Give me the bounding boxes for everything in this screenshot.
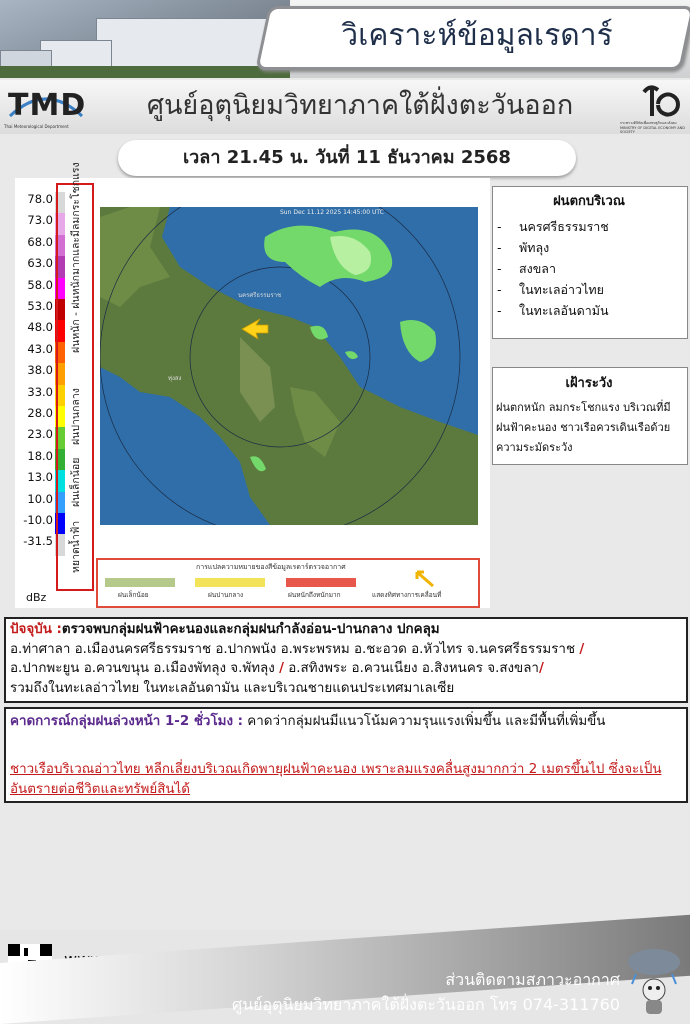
legend-value: 68.0 xyxy=(27,234,53,249)
legend-swatch-heavy xyxy=(286,578,356,587)
legend-value: 38.0 xyxy=(27,363,53,378)
separator-3: / xyxy=(538,661,544,676)
watch-text: ฝนตกหนัก ลมกระโชกแรง บริเวณที่มีฝนฟ้าคะนอง ชาวเรือควรเดินเรือด้วยความระมัดระวัง xyxy=(496,401,671,454)
band-heavy-label: ฝนหนัก - ฝนหนักมากและมีลมกระโชกแรง xyxy=(70,162,82,353)
current-headline: ตรวจพบกลุ่มฝนฟ้าคะนองและกลุ่มฝนกำลังอ่อน-ปานกลาง ปกคลุม xyxy=(61,622,440,637)
mascot-icon xyxy=(622,944,686,1020)
current-line3: รวมถึงในทะเลอ่าวไทย ในทะเลอันดามัน และบริเวณชายแดนประเทศมาเลเซีย xyxy=(10,680,455,696)
legend-label-heavy: ฝนหนักถึงหนักมาก xyxy=(288,591,341,599)
page-title: วิเคราะห์ข้อมูลเรดาร์ xyxy=(341,18,613,53)
current-line1: อ.ท่าศาลา อ.เมืองนครศรีธรรมราช อ.ปากพนัง อ.พระพรหม อ.ชะอวด อ.หัวไทร จ.นครศรีธรรมราช xyxy=(10,641,576,657)
footer-center-contact: ศูนย์อุตุนิยมวิทยาภาคใต้ฝั่งตะวันออก โทร 074-311760 xyxy=(232,995,620,1014)
rain-area-item: - ในทะเลอันดามัน xyxy=(497,303,609,318)
rain-area-item: - สงขลา xyxy=(497,261,556,276)
legend-value: 13.0 xyxy=(27,470,53,485)
band-moderate-label: ฝนปานกลาง xyxy=(70,388,82,445)
legend-unit: dBz xyxy=(26,591,47,604)
current-status-text xyxy=(10,620,680,698)
legend-value: 18.0 xyxy=(27,448,53,463)
legend-band-box xyxy=(56,162,94,591)
footer-unit: ส่วนติดตามสภาวะอากาศ xyxy=(445,970,620,989)
center-name: ศูนย์อุตุนิยมวิทยาภาคใต้ฝั่งตะวันออก xyxy=(146,90,574,121)
legend-value: 43.0 xyxy=(27,341,53,356)
rain-area-item: - พัทลุง xyxy=(497,240,550,255)
legend-value: -31.5 xyxy=(23,534,53,549)
legend-value: 10.0 xyxy=(27,491,53,506)
separator-2: / xyxy=(279,661,284,676)
current-label: ปัจจุบัน : xyxy=(10,622,62,637)
current-line2a: อ.ปากพะยูน อ.ควนขนุน อ.เมืองพัทลุง จ.พัทลุง xyxy=(10,661,275,676)
tmd-logo-text: TMD xyxy=(8,88,87,123)
movement-arrow-icon xyxy=(415,570,435,588)
legend-value: 58.0 xyxy=(27,277,53,292)
forecast-body: คาดว่ากลุ่มฝนมีแนวโน้มความรุนแรงเพิ่มขึ้น และมีพื้นที่เพิ่มขึ้น xyxy=(247,714,606,729)
forecast-text xyxy=(10,712,680,732)
legend-value: 28.0 xyxy=(27,406,53,420)
tmd-logo-sub: Thai Meteorological Department xyxy=(4,124,69,129)
legend-value: 73.0 xyxy=(27,213,53,228)
rain-area-item: - นครศรีธรรมราช xyxy=(497,219,609,234)
building-photo xyxy=(0,0,290,78)
radar-legend-title: การแปลความหมายของสีข้อมูลเรดาร์ตรวจอากาศ xyxy=(196,563,346,571)
rain-area-item: - ในทะเลอ่าวไทย xyxy=(497,282,604,297)
band-light-label: ฝนเล็กน้อย xyxy=(70,457,82,507)
radar-map xyxy=(100,207,478,525)
legend-value: 63.0 xyxy=(27,256,53,271)
ministry-logo-sub: กระทรวงดิจิทัลเพื่อเศรษฐกิจและสังคม MINISTRY OF DIGITAL ECONOMY AND SOCIETY xyxy=(620,121,685,134)
rain-area-title: ฝนตกบริเวณ xyxy=(553,194,625,209)
mariner-warning: ชาวเรือบริเวณอ่าวไทย หลีกเลี่ยงบริเวณเกิดพายุฝนฟ้าคะนอง เพราะลมแรงคลื่นสูงมากกว่า 2 เมตรขึ้นไป ซึ่งจะเป็นอันตรายต่อชีวิตและทรัพย์สินได้ xyxy=(10,762,662,797)
legend-swatch-light xyxy=(105,578,175,587)
forecast-label: คาดการณ์กลุ่มฝนล่วงหน้า 1-2 ชั่วโมง : xyxy=(10,714,244,729)
rain-area-list xyxy=(497,216,683,321)
legend-swatch-moderate xyxy=(195,578,265,587)
legend-label-light: ฝนเล็กน้อย xyxy=(118,591,149,599)
legend-value: 53.0 xyxy=(27,299,53,313)
legend-value: -10.0 xyxy=(23,513,53,527)
radar-place-thungsong: ทุ่งสง xyxy=(168,375,182,382)
current-line2b: อ.สทิงพระ อ.ควนเนียง อ.สิงหนคร จ.สงขลา xyxy=(288,661,539,676)
legend-value: 78.0 xyxy=(27,192,53,206)
observation-time: เวลา 21.45 น. วันที่ 11 ธันวาคม 2568 xyxy=(183,147,511,168)
legend-value: 23.0 xyxy=(27,427,53,442)
watch-title: เฝ้าระวัง xyxy=(565,376,613,391)
legend-value: 33.0 xyxy=(27,384,53,399)
separator-1: / xyxy=(579,641,585,657)
band-mist-label: หยาดน้ำฟ้า xyxy=(70,520,82,573)
radar-place-nakhon: นครศรีธรรมราช xyxy=(238,292,282,299)
legend-label-arrow: แสดงทิศทางการเคลื่อนที่ xyxy=(372,591,442,599)
legend-value: 48.0 xyxy=(27,320,53,335)
legend-label-moderate: ฝนปานกลาง xyxy=(208,591,244,599)
radar-timestamp: Sun Dec 11.12 2025 14:45:00 UTC xyxy=(280,209,384,216)
